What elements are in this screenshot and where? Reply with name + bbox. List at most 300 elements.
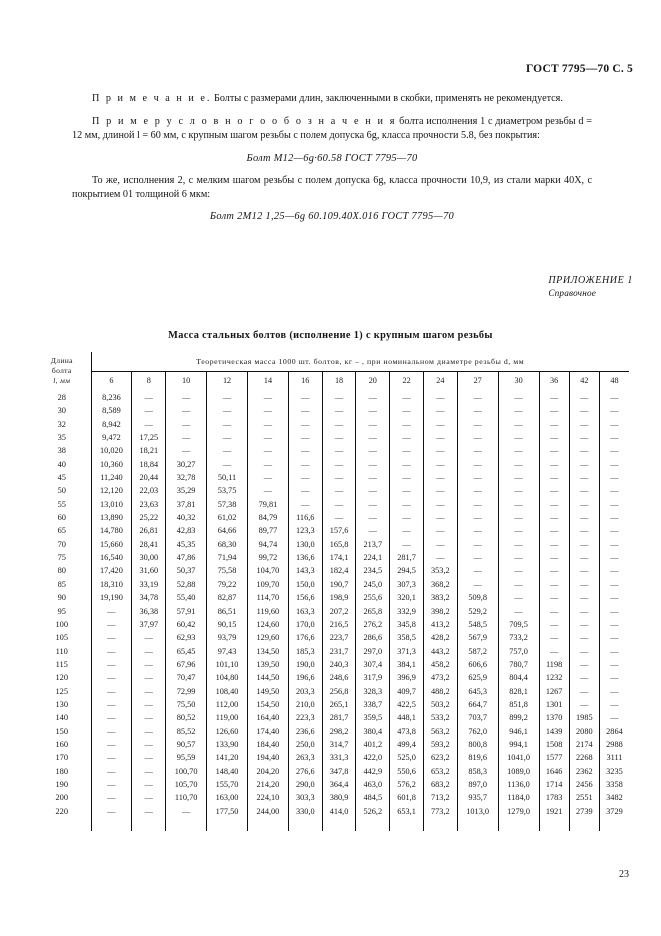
cell-mass: 380,4 xyxy=(356,725,390,738)
cell-mass: — xyxy=(166,418,207,431)
cell-mass: — xyxy=(132,805,166,818)
cell-mass: 858,3 xyxy=(457,765,498,778)
cell-bolt-length: 160 xyxy=(33,738,91,751)
cell-mass: 236,6 xyxy=(288,725,322,738)
cell-mass: 567,9 xyxy=(457,631,498,644)
cell-mass: — xyxy=(356,484,390,497)
cell-mass: 1921 xyxy=(539,805,569,818)
cell-bolt-length: 170 xyxy=(33,751,91,764)
cell-mass: 130,0 xyxy=(288,538,322,551)
note-label: П р и м е ч а н и е. xyxy=(92,93,212,104)
cell-mass: 28,41 xyxy=(132,538,166,551)
cell-mass: 61,02 xyxy=(207,511,248,524)
cell-mass: 368,2 xyxy=(423,578,457,591)
table-row xyxy=(33,484,629,497)
cell-mass: 328,3 xyxy=(356,685,390,698)
cell-mass: 104,70 xyxy=(247,564,288,577)
cell-mass: — xyxy=(457,404,498,417)
cell-mass: 14,780 xyxy=(91,524,132,537)
cell-mass: 773,2 xyxy=(423,805,457,818)
cell-mass: 214,20 xyxy=(247,778,288,791)
cell-mass: 396,9 xyxy=(390,671,424,684)
table-row xyxy=(33,551,629,564)
cell-mass: 196,6 xyxy=(288,671,322,684)
cell-mass: 9,472 xyxy=(91,431,132,444)
cell-mass: 509,8 xyxy=(457,591,498,604)
cell-mass: 99,72 xyxy=(247,551,288,564)
cell-mass: — xyxy=(569,431,599,444)
cell-mass: 563,2 xyxy=(423,725,457,738)
cell-mass: — xyxy=(91,605,132,618)
cell-mass: — xyxy=(91,778,132,791)
body-text-block xyxy=(72,92,592,232)
cell-mass: 245,0 xyxy=(356,578,390,591)
cell-mass: — xyxy=(91,738,132,751)
table-row xyxy=(33,765,629,778)
cell-mass: — xyxy=(457,511,498,524)
cell-mass: 587,2 xyxy=(457,645,498,658)
cell-mass: — xyxy=(288,498,322,511)
cell-mass: 1136,0 xyxy=(498,778,539,791)
cell-mass: — xyxy=(539,444,569,457)
cell-mass: 32,78 xyxy=(166,471,207,484)
cell-mass: 250,0 xyxy=(288,738,322,751)
cell-mass: — xyxy=(390,538,424,551)
cell-bolt-length: 140 xyxy=(33,711,91,724)
cell-mass: 234,5 xyxy=(356,564,390,577)
cell-mass: 62,93 xyxy=(166,631,207,644)
cell-mass: 422,5 xyxy=(390,698,424,711)
cell-mass: 224,1 xyxy=(356,551,390,564)
cell-mass: — xyxy=(91,618,132,631)
cell-mass: 190,7 xyxy=(322,578,356,591)
cell-mass: 223,7 xyxy=(322,631,356,644)
cell-mass: — xyxy=(610,459,619,469)
cell-mass: — xyxy=(610,686,619,696)
cell-bolt-length: 55 xyxy=(33,498,91,511)
cell-mass: 593,2 xyxy=(423,738,457,751)
cell-mass: 119,00 xyxy=(207,711,248,724)
cell-mass: 157,6 xyxy=(322,524,356,537)
cell-mass: — xyxy=(569,618,599,631)
cell-mass: 65,45 xyxy=(166,645,207,658)
cell-mass: — xyxy=(569,471,599,484)
cell-mass: 34,78 xyxy=(132,591,166,604)
cell-mass: 231,7 xyxy=(322,645,356,658)
cell-mass: — xyxy=(390,498,424,511)
cell-mass: 664,7 xyxy=(457,698,498,711)
cell-mass: — xyxy=(569,658,599,671)
cell-mass: — xyxy=(91,685,132,698)
cell-mass: — xyxy=(569,444,599,457)
cell-bolt-length: 110 xyxy=(33,645,91,658)
cell-mass: — xyxy=(610,619,619,629)
cell-mass: 204,20 xyxy=(247,765,288,778)
cell-mass: — xyxy=(539,551,569,564)
table-row xyxy=(33,524,629,537)
table-caption: Масса стальных болтов (исполнение 1) с крупным шагом резьбы xyxy=(168,330,493,341)
cell-mass: 216,5 xyxy=(322,618,356,631)
table-row xyxy=(33,791,629,804)
table-tail-cell xyxy=(247,818,288,831)
cell-mass: 780,7 xyxy=(498,658,539,671)
cell-mass: — xyxy=(498,511,539,524)
cell-mass: — xyxy=(166,390,207,404)
cell-mass: — xyxy=(91,711,132,724)
cell-mass: 384,1 xyxy=(390,658,424,671)
cell-mass: 713,2 xyxy=(423,791,457,804)
cell-mass: — xyxy=(610,526,619,536)
cell-mass: 529,2 xyxy=(457,605,498,618)
cell-mass: 84,79 xyxy=(247,511,288,524)
cell-mass: 1013,0 xyxy=(457,805,498,818)
cell-mass: 290,0 xyxy=(288,778,322,791)
cell-mass: — xyxy=(610,646,619,656)
cell-mass: — xyxy=(132,645,166,658)
cell-mass: — xyxy=(498,551,539,564)
cell-mass: — xyxy=(457,390,498,404)
cell-mass: — xyxy=(322,444,356,457)
cell-mass: — xyxy=(539,578,569,591)
cell-mass: — xyxy=(498,404,539,417)
cell-mass: — xyxy=(91,765,132,778)
cell-mass: 53,75 xyxy=(207,484,248,497)
table-tail-cell xyxy=(132,818,166,831)
cell-mass: 190,0 xyxy=(288,658,322,671)
cell-mass: — xyxy=(610,553,619,563)
cell-mass: 55,40 xyxy=(166,591,207,604)
cell-mass: — xyxy=(498,390,539,404)
cell-mass: — xyxy=(356,498,390,511)
cell-mass: — xyxy=(423,551,457,564)
cell-mass: 330,0 xyxy=(288,805,322,818)
cell-mass: 3358 xyxy=(606,779,623,789)
note-text: Болты с размерами длин, заключенными в скобки, применять не рекомендуется. xyxy=(213,93,563,104)
cell-bolt-length: 80 xyxy=(33,564,91,577)
cell-bolt-length: 105 xyxy=(33,631,91,644)
cell-mass: — xyxy=(457,444,498,457)
cell-mass: 398,2 xyxy=(423,605,457,618)
cell-mass: 1184,0 xyxy=(498,791,539,804)
cell-mass: 276,2 xyxy=(356,618,390,631)
cell-mass: 1577 xyxy=(539,751,569,764)
cell-mass: 129,60 xyxy=(247,631,288,644)
cell-mass: 645,3 xyxy=(457,685,498,698)
cell-mass: 90,15 xyxy=(207,618,248,631)
cell-mass: — xyxy=(569,418,599,431)
cell-mass: 1267 xyxy=(539,685,569,698)
cell-mass: 286,6 xyxy=(356,631,390,644)
cell-mass: 177,50 xyxy=(207,805,248,818)
cell-mass: 1198 xyxy=(539,658,569,671)
cell-mass: 3235 xyxy=(606,766,623,776)
cell-mass: — xyxy=(91,631,132,644)
cell-mass: — xyxy=(498,471,539,484)
cell-mass: 1232 xyxy=(539,671,569,684)
cell-mass: — xyxy=(423,418,457,431)
cell-mass: 93,79 xyxy=(207,631,248,644)
cell-bolt-length: 60 xyxy=(33,511,91,524)
cell-mass: — xyxy=(498,458,539,471)
cell-mass: — xyxy=(390,484,424,497)
cell-mass: — xyxy=(423,511,457,524)
table-tail-cell xyxy=(356,818,390,831)
cell-mass: 26,81 xyxy=(132,524,166,537)
cell-mass: — xyxy=(457,498,498,511)
cell-mass: — xyxy=(166,444,207,457)
cell-mass: 144,50 xyxy=(247,671,288,684)
cell-mass: — xyxy=(288,471,322,484)
cell-mass: 307,4 xyxy=(356,658,390,671)
cell-mass: 653,2 xyxy=(423,765,457,778)
cell-mass: 317,9 xyxy=(356,671,390,684)
table-tail-cell xyxy=(288,818,322,831)
cell-mass: — xyxy=(610,406,619,416)
cell-mass: 30,27 xyxy=(166,458,207,471)
cell-mass: — xyxy=(207,431,248,444)
cell-mass: 182,4 xyxy=(322,564,356,577)
table-tail-cell xyxy=(457,818,498,831)
table-tail-cell xyxy=(599,818,629,831)
cell-mass: — xyxy=(569,605,599,618)
cell-mass: — xyxy=(539,431,569,444)
cell-mass: 606,6 xyxy=(457,658,498,671)
table-tail-spacer xyxy=(33,818,629,831)
cell-mass: 37,97 xyxy=(132,618,166,631)
cell-mass: — xyxy=(132,671,166,684)
header-diameter-12: 12 xyxy=(207,371,248,390)
table-tail-cell xyxy=(498,818,539,831)
cell-mass: 90,57 xyxy=(166,738,207,751)
cell-mass: — xyxy=(322,418,356,431)
cell-mass: 653,1 xyxy=(390,805,424,818)
cell-mass: 148,40 xyxy=(207,765,248,778)
cell-mass: 101,10 xyxy=(207,658,248,671)
cell-mass: 11,240 xyxy=(91,471,132,484)
cell-mass: — xyxy=(423,431,457,444)
cell-mass: — xyxy=(390,390,424,404)
cell-mass: — xyxy=(166,404,207,417)
cell-mass: — xyxy=(569,578,599,591)
header-diameter-36: 36 xyxy=(539,371,569,390)
cell-mass: 57,91 xyxy=(166,605,207,618)
table-row xyxy=(33,404,629,417)
cell-mass: 347,8 xyxy=(322,765,356,778)
cell-mass: 10,020 xyxy=(91,444,132,457)
cell-mass: — xyxy=(457,431,498,444)
cell-mass: 150,0 xyxy=(288,578,322,591)
cell-mass: — xyxy=(610,579,619,589)
table-row xyxy=(33,658,629,671)
cell-mass: 320,1 xyxy=(390,591,424,604)
cell-mass: — xyxy=(91,658,132,671)
cell-mass: 30,00 xyxy=(132,551,166,564)
cell-bolt-length: 220 xyxy=(33,805,91,818)
header-diameter-14: 14 xyxy=(247,371,288,390)
cell-mass: — xyxy=(498,431,539,444)
cell-mass: — xyxy=(91,791,132,804)
cell-mass: — xyxy=(390,524,424,537)
cell-bolt-length: 120 xyxy=(33,671,91,684)
cell-mass: 170,0 xyxy=(288,618,322,631)
cell-bolt-length: 38 xyxy=(33,444,91,457)
cell-mass: — xyxy=(247,404,288,417)
cell-mass: 116,6 xyxy=(288,511,322,524)
cell-mass: 819,6 xyxy=(457,751,498,764)
cell-mass: — xyxy=(247,484,288,497)
cell-mass: 281,7 xyxy=(390,551,424,564)
cell-bolt-length: 65 xyxy=(33,524,91,537)
header-diameter-18: 18 xyxy=(322,371,356,390)
cell-mass: — xyxy=(457,578,498,591)
cell-mass: 364,4 xyxy=(322,778,356,791)
cell-mass: — xyxy=(132,778,166,791)
cell-mass: 255,6 xyxy=(356,591,390,604)
cell-mass: — xyxy=(569,551,599,564)
cell-mass: 86,51 xyxy=(207,605,248,618)
cell-mass: 709,5 xyxy=(498,618,539,631)
header-diameter-20: 20 xyxy=(356,371,390,390)
cell-mass: 176,6 xyxy=(288,631,322,644)
cell-mass: — xyxy=(610,713,619,723)
cell-mass: 12,120 xyxy=(91,484,132,497)
cell-mass: — xyxy=(356,444,390,457)
cell-mass: 994,1 xyxy=(498,738,539,751)
designation-formula-2: Болт 2М12 1,25—6g 60.109.40Х.016 ГОСТ 7795—70 xyxy=(209,211,455,223)
cell-mass: — xyxy=(132,631,166,644)
cell-mass: — xyxy=(132,738,166,751)
table-row xyxy=(33,511,629,524)
cell-mass: 371,3 xyxy=(390,645,424,658)
cell-mass: — xyxy=(390,458,424,471)
cell-mass: 42,83 xyxy=(166,524,207,537)
cell-mass: 210,0 xyxy=(288,698,322,711)
cell-mass: 17,25 xyxy=(132,431,166,444)
cell-mass: 17,420 xyxy=(91,564,132,577)
cell-mass: 1089,0 xyxy=(498,765,539,778)
cell-mass: — xyxy=(610,513,619,523)
table-row xyxy=(33,390,629,404)
cell-mass: — xyxy=(423,484,457,497)
cell-mass: 2864 xyxy=(606,726,623,736)
cell-mass: 141,20 xyxy=(207,751,248,764)
cell-mass: 50,11 xyxy=(207,471,248,484)
cell-mass: 240,3 xyxy=(322,658,356,671)
cell-mass: 265,8 xyxy=(356,605,390,618)
appendix-marker xyxy=(548,274,633,300)
cell-bolt-length: 40 xyxy=(33,458,91,471)
table-row xyxy=(33,498,629,511)
cell-mass: 2174 xyxy=(569,738,599,751)
cell-mass: 155,70 xyxy=(207,778,248,791)
cell-mass: — xyxy=(539,511,569,524)
header-diameter-27: 27 xyxy=(457,371,498,390)
cell-mass: 70,47 xyxy=(166,671,207,684)
header-bolt-length-l1: Длина xyxy=(50,356,73,365)
cell-mass: 15,660 xyxy=(91,538,132,551)
table-row xyxy=(33,431,629,444)
cell-bolt-length: 95 xyxy=(33,605,91,618)
cell-mass: 550,6 xyxy=(390,765,424,778)
table-row xyxy=(33,698,629,711)
table-row xyxy=(33,578,629,591)
cell-mass: 1279,0 xyxy=(498,805,539,818)
table-tail-cell xyxy=(166,818,207,831)
cell-mass: 428,2 xyxy=(423,631,457,644)
cell-mass: 332,9 xyxy=(390,605,424,618)
cell-mass: 383,2 xyxy=(423,591,457,604)
cell-mass: 154,50 xyxy=(247,698,288,711)
cell-mass: 40,32 xyxy=(166,511,207,524)
cell-mass: — xyxy=(423,458,457,471)
cell-mass: — xyxy=(356,524,390,537)
cell-mass: 473,8 xyxy=(390,725,424,738)
cell-mass: 139,50 xyxy=(247,658,288,671)
cell-mass: 804,4 xyxy=(498,671,539,684)
cell-mass: — xyxy=(539,404,569,417)
cell-mass: 1783 xyxy=(539,791,569,804)
cell-mass: — xyxy=(569,671,599,684)
cell-mass: — xyxy=(569,591,599,604)
cell-mass: 19,190 xyxy=(91,591,132,604)
cell-mass: — xyxy=(356,471,390,484)
cell-mass: 60,42 xyxy=(166,618,207,631)
designation-formula-1: Болт М12—6g·60.58 ГОСТ 7795—70 xyxy=(246,152,418,164)
cell-mass: — xyxy=(322,471,356,484)
cell-mass: — xyxy=(569,390,599,404)
table-row xyxy=(33,725,629,738)
cell-mass: — xyxy=(247,471,288,484)
cell-mass: 409,7 xyxy=(390,685,424,698)
cell-mass: 143,3 xyxy=(288,564,322,577)
cell-mass: 75,58 xyxy=(207,564,248,577)
cell-mass: 123,3 xyxy=(288,524,322,537)
cell-bolt-length: 115 xyxy=(33,658,91,671)
cell-mass: 185,3 xyxy=(288,645,322,658)
cell-mass: 3729 xyxy=(606,806,623,816)
cell-mass: 164,40 xyxy=(247,711,288,724)
cell-mass: 548,5 xyxy=(457,618,498,631)
cell-mass: — xyxy=(539,390,569,404)
cell-mass: — xyxy=(610,606,619,616)
cell-mass: 1714 xyxy=(539,778,569,791)
cell-mass: 263,3 xyxy=(288,751,322,764)
cell-mass: 163,00 xyxy=(207,791,248,804)
cell-mass: — xyxy=(610,499,619,509)
table-row xyxy=(33,591,629,604)
cell-mass: 184,40 xyxy=(247,738,288,751)
running-head: ГОСТ 7795—70 С. 5 xyxy=(525,63,633,75)
cell-mass: — xyxy=(356,418,390,431)
cell-mass: 484,5 xyxy=(356,791,390,804)
cell-mass: — xyxy=(247,431,288,444)
cell-mass: — xyxy=(539,418,569,431)
cell-mass: — xyxy=(610,433,619,443)
cell-mass: — xyxy=(610,446,619,456)
table-row xyxy=(33,618,629,631)
cell-mass: 94,74 xyxy=(247,538,288,551)
cell-mass: 623,2 xyxy=(423,751,457,764)
cell-mass: 89,77 xyxy=(247,524,288,537)
cell-bolt-length: 85 xyxy=(33,578,91,591)
cell-mass: — xyxy=(356,431,390,444)
cell-mass: — xyxy=(288,431,322,444)
cell-bolt-length: 30 xyxy=(33,404,91,417)
cell-mass: 683,2 xyxy=(423,778,457,791)
cell-mass: — xyxy=(132,698,166,711)
cell-mass: 37,81 xyxy=(166,498,207,511)
cell-mass: — xyxy=(322,484,356,497)
